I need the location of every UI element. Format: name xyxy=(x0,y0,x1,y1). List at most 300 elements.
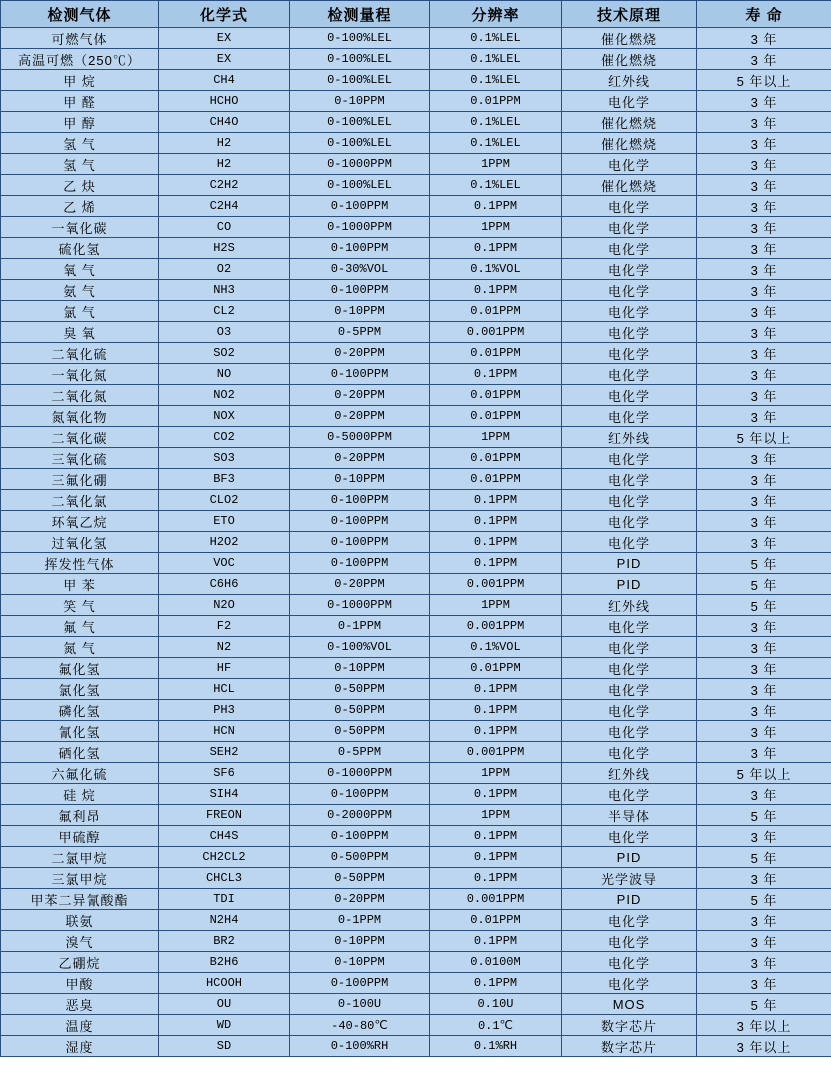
cell-principle: 电化学 xyxy=(562,910,697,931)
cell-range: 0-100PPM xyxy=(290,784,430,805)
cell-gas: 氮氧化物 xyxy=(1,406,159,427)
cell-lifespan: 3 年 xyxy=(697,490,831,511)
cell-principle: 催化燃烧 xyxy=(562,28,697,49)
table-row xyxy=(1,679,831,700)
cell-formula: H2O2 xyxy=(159,532,290,553)
cell-range: 0-50PPM xyxy=(290,721,430,742)
cell-formula: SF6 xyxy=(159,763,290,784)
cell-range: 0-100PPM xyxy=(290,532,430,553)
table-row xyxy=(1,784,831,805)
cell-formula: NOX xyxy=(159,406,290,427)
cell-resolution: 0.0100M xyxy=(430,952,562,973)
cell-gas: 甲 烷 xyxy=(1,70,159,91)
cell-lifespan: 5 年以上 xyxy=(697,70,831,91)
table-row xyxy=(1,847,831,868)
cell-formula: N2H4 xyxy=(159,910,290,931)
cell-resolution: 0.1%VOL xyxy=(430,259,562,280)
cell-range: 0-1000PPM xyxy=(290,217,430,238)
table-row xyxy=(1,595,831,616)
cell-gas: 氮 气 xyxy=(1,637,159,658)
cell-principle: 催化燃烧 xyxy=(562,133,697,154)
cell-resolution: 0.001PPM xyxy=(430,889,562,910)
cell-principle: 电化学 xyxy=(562,217,697,238)
table-row xyxy=(1,301,831,322)
cell-range: 0-20PPM xyxy=(290,889,430,910)
cell-lifespan: 3 年 xyxy=(697,952,831,973)
cell-range: 0-10PPM xyxy=(290,658,430,679)
cell-range: -40-80℃ xyxy=(290,1015,430,1036)
cell-formula: N2 xyxy=(159,637,290,658)
cell-formula: CHCL3 xyxy=(159,868,290,889)
cell-range: 0-100PPM xyxy=(290,490,430,511)
cell-lifespan: 5 年 xyxy=(697,889,831,910)
cell-formula: SD xyxy=(159,1036,290,1057)
cell-range: 0-20PPM xyxy=(290,385,430,406)
cell-formula: H2S xyxy=(159,238,290,259)
cell-range: 0-100%RH xyxy=(290,1036,430,1057)
cell-principle: 催化燃烧 xyxy=(562,175,697,196)
table-row xyxy=(1,112,831,133)
cell-lifespan: 3 年 xyxy=(697,826,831,847)
cell-principle: MOS xyxy=(562,994,697,1015)
column-header-range: 检测量程 xyxy=(290,1,430,28)
cell-principle: 电化学 xyxy=(562,511,697,532)
cell-principle: 电化学 xyxy=(562,826,697,847)
cell-gas: 过氧化氢 xyxy=(1,532,159,553)
cell-formula: O2 xyxy=(159,259,290,280)
table-row xyxy=(1,259,831,280)
table-row xyxy=(1,826,831,847)
cell-range: 0-1000PPM xyxy=(290,154,430,175)
table-row xyxy=(1,490,831,511)
cell-principle: 电化学 xyxy=(562,616,697,637)
table-row xyxy=(1,364,831,385)
column-header-lifespan: 寿 命 xyxy=(697,1,831,28)
cell-gas: 二氧化氮 xyxy=(1,385,159,406)
cell-range: 0-10PPM xyxy=(290,952,430,973)
cell-formula: ETO xyxy=(159,511,290,532)
cell-gas: 恶臭 xyxy=(1,994,159,1015)
cell-range: 0-100PPM xyxy=(290,238,430,259)
cell-formula: BF3 xyxy=(159,469,290,490)
cell-formula: WD xyxy=(159,1015,290,1036)
cell-range: 0-5PPM xyxy=(290,322,430,343)
cell-formula: C2H4 xyxy=(159,196,290,217)
cell-lifespan: 3 年 xyxy=(697,616,831,637)
cell-gas: 环氧乙烷 xyxy=(1,511,159,532)
column-header-formula: 化学式 xyxy=(159,1,290,28)
table-row xyxy=(1,931,831,952)
cell-gas: 氟化氢 xyxy=(1,658,159,679)
cell-gas: 联氨 xyxy=(1,910,159,931)
cell-principle: 电化学 xyxy=(562,973,697,994)
cell-principle: 电化学 xyxy=(562,259,697,280)
cell-range: 0-100%LEL xyxy=(290,112,430,133)
cell-gas: 硫化氢 xyxy=(1,238,159,259)
cell-formula: CH2CL2 xyxy=(159,847,290,868)
cell-formula: HCL xyxy=(159,679,290,700)
cell-lifespan: 3 年 xyxy=(697,511,831,532)
cell-lifespan: 3 年 xyxy=(697,175,831,196)
cell-formula: CO xyxy=(159,217,290,238)
table-row xyxy=(1,175,831,196)
cell-gas: 甲 醛 xyxy=(1,91,159,112)
cell-principle: 半导体 xyxy=(562,805,697,826)
cell-lifespan: 5 年 xyxy=(697,595,831,616)
cell-range: 0-100PPM xyxy=(290,973,430,994)
cell-lifespan: 3 年 xyxy=(697,301,831,322)
cell-range: 0-1000PPM xyxy=(290,595,430,616)
cell-principle: 电化学 xyxy=(562,532,697,553)
cell-range: 0-5PPM xyxy=(290,742,430,763)
cell-resolution: 0.1PPM xyxy=(430,826,562,847)
table-row xyxy=(1,700,831,721)
cell-range: 0-1000PPM xyxy=(290,763,430,784)
cell-gas: 一氧化氮 xyxy=(1,364,159,385)
cell-lifespan: 3 年 xyxy=(697,238,831,259)
cell-formula: CO2 xyxy=(159,427,290,448)
table-body xyxy=(1,28,831,1057)
cell-gas: 一氧化碳 xyxy=(1,217,159,238)
cell-gas: 氢 气 xyxy=(1,154,159,175)
cell-resolution: 1PPM xyxy=(430,154,562,175)
cell-formula: HF xyxy=(159,658,290,679)
cell-range: 0-10PPM xyxy=(290,469,430,490)
cell-formula: C6H6 xyxy=(159,574,290,595)
cell-resolution: 0.1PPM xyxy=(430,679,562,700)
cell-lifespan: 3 年 xyxy=(697,196,831,217)
cell-resolution: 0.001PPM xyxy=(430,742,562,763)
cell-resolution: 0.1%LEL xyxy=(430,133,562,154)
cell-lifespan: 3 年 xyxy=(697,154,831,175)
cell-range: 0-20PPM xyxy=(290,343,430,364)
cell-principle: 电化学 xyxy=(562,637,697,658)
cell-range: 0-50PPM xyxy=(290,868,430,889)
cell-gas: 硒化氢 xyxy=(1,742,159,763)
cell-principle: PID xyxy=(562,553,697,574)
table-row xyxy=(1,973,831,994)
cell-range: 0-100%VOL xyxy=(290,637,430,658)
cell-resolution: 0.1℃ xyxy=(430,1015,562,1036)
cell-resolution: 0.1PPM xyxy=(430,784,562,805)
cell-lifespan: 5 年 xyxy=(697,574,831,595)
cell-range: 0-100PPM xyxy=(290,196,430,217)
cell-resolution: 0.1%RH xyxy=(430,1036,562,1057)
table-row xyxy=(1,994,831,1015)
cell-lifespan: 3 年 xyxy=(697,217,831,238)
cell-gas: 三氯甲烷 xyxy=(1,868,159,889)
cell-formula: VOC xyxy=(159,553,290,574)
cell-gas: 溴气 xyxy=(1,931,159,952)
cell-range: 0-10PPM xyxy=(290,931,430,952)
cell-formula: CH4 xyxy=(159,70,290,91)
cell-range: 0-100%LEL xyxy=(290,28,430,49)
cell-formula: N2O xyxy=(159,595,290,616)
cell-range: 0-20PPM xyxy=(290,406,430,427)
table-row xyxy=(1,574,831,595)
cell-principle: 电化学 xyxy=(562,700,697,721)
cell-resolution: 0.1PPM xyxy=(430,553,562,574)
cell-principle: 电化学 xyxy=(562,385,697,406)
cell-resolution: 0.1%LEL xyxy=(430,28,562,49)
cell-principle: PID xyxy=(562,574,697,595)
cell-resolution: 1PPM xyxy=(430,805,562,826)
table-row xyxy=(1,154,831,175)
cell-range: 0-1PPM xyxy=(290,616,430,637)
cell-gas: 温度 xyxy=(1,1015,159,1036)
cell-gas: 磷化氢 xyxy=(1,700,159,721)
cell-resolution: 0.01PPM xyxy=(430,406,562,427)
cell-principle: 红外线 xyxy=(562,763,697,784)
cell-principle: 催化燃烧 xyxy=(562,49,697,70)
cell-formula: H2 xyxy=(159,133,290,154)
cell-lifespan: 5 年以上 xyxy=(697,763,831,784)
cell-lifespan: 3 年 xyxy=(697,700,831,721)
cell-gas: 硅 烷 xyxy=(1,784,159,805)
table-row xyxy=(1,553,831,574)
cell-principle: 红外线 xyxy=(562,427,697,448)
cell-principle: 电化学 xyxy=(562,238,697,259)
table-row xyxy=(1,70,831,91)
cell-lifespan: 3 年 xyxy=(697,721,831,742)
cell-gas: 可燃气体 xyxy=(1,28,159,49)
cell-formula: BR2 xyxy=(159,931,290,952)
cell-gas: 二氧化碳 xyxy=(1,427,159,448)
table-row xyxy=(1,448,831,469)
cell-formula: CL2 xyxy=(159,301,290,322)
cell-lifespan: 3 年 xyxy=(697,322,831,343)
cell-lifespan: 3 年 xyxy=(697,532,831,553)
cell-gas: 乙 烯 xyxy=(1,196,159,217)
cell-lifespan: 3 年 xyxy=(697,658,831,679)
column-header-gas: 检测气体 xyxy=(1,1,159,28)
cell-gas: 三氟化硼 xyxy=(1,469,159,490)
cell-formula: F2 xyxy=(159,616,290,637)
cell-lifespan: 3 年 xyxy=(697,742,831,763)
table-row xyxy=(1,532,831,553)
cell-resolution: 0.1PPM xyxy=(430,196,562,217)
cell-resolution: 0.01PPM xyxy=(430,469,562,490)
cell-resolution: 0.1PPM xyxy=(430,847,562,868)
table-row xyxy=(1,952,831,973)
cell-principle: PID xyxy=(562,889,697,910)
cell-resolution: 0.1PPM xyxy=(430,238,562,259)
cell-resolution: 0.1%LEL xyxy=(430,112,562,133)
table-row xyxy=(1,238,831,259)
cell-principle: 电化学 xyxy=(562,406,697,427)
cell-gas: 氢 气 xyxy=(1,133,159,154)
cell-gas: 二氯甲烷 xyxy=(1,847,159,868)
cell-principle: 电化学 xyxy=(562,784,697,805)
column-header-resolution: 分辨率 xyxy=(430,1,562,28)
cell-lifespan: 5 年以上 xyxy=(697,427,831,448)
cell-lifespan: 3 年 xyxy=(697,364,831,385)
table-row xyxy=(1,91,831,112)
cell-resolution: 0.1PPM xyxy=(430,931,562,952)
cell-gas: 氧 气 xyxy=(1,259,159,280)
cell-formula: SO2 xyxy=(159,343,290,364)
cell-gas: 臭 氧 xyxy=(1,322,159,343)
cell-resolution: 0.1PPM xyxy=(430,868,562,889)
cell-lifespan: 3 年 xyxy=(697,343,831,364)
column-header-principle: 技术原理 xyxy=(562,1,697,28)
cell-gas: 氯 气 xyxy=(1,301,159,322)
cell-principle: 电化学 xyxy=(562,721,697,742)
table-row xyxy=(1,805,831,826)
cell-resolution: 0.001PPM xyxy=(430,322,562,343)
cell-lifespan: 5 年 xyxy=(697,805,831,826)
cell-resolution: 0.1%LEL xyxy=(430,49,562,70)
cell-range: 0-100PPM xyxy=(290,826,430,847)
cell-gas: 甲 醇 xyxy=(1,112,159,133)
cell-gas: 乙 炔 xyxy=(1,175,159,196)
cell-range: 0-100PPM xyxy=(290,364,430,385)
cell-principle: 电化学 xyxy=(562,742,697,763)
cell-principle: 电化学 xyxy=(562,322,697,343)
cell-principle: 电化学 xyxy=(562,931,697,952)
cell-resolution: 0.1PPM xyxy=(430,280,562,301)
cell-formula: HCOOH xyxy=(159,973,290,994)
cell-principle: 电化学 xyxy=(562,448,697,469)
table-row xyxy=(1,1036,831,1057)
cell-resolution: 0.001PPM xyxy=(430,616,562,637)
cell-formula: FREON xyxy=(159,805,290,826)
cell-gas: 六氟化硫 xyxy=(1,763,159,784)
cell-resolution: 0.1%LEL xyxy=(430,175,562,196)
cell-lifespan: 3 年 xyxy=(697,931,831,952)
cell-range: 0-500PPM xyxy=(290,847,430,868)
cell-lifespan: 3 年 xyxy=(697,49,831,70)
cell-resolution: 0.01PPM xyxy=(430,658,562,679)
cell-formula: SO3 xyxy=(159,448,290,469)
cell-lifespan: 3 年 xyxy=(697,28,831,49)
cell-principle: 电化学 xyxy=(562,490,697,511)
table-row xyxy=(1,133,831,154)
cell-principle: 红外线 xyxy=(562,70,697,91)
table-row xyxy=(1,910,831,931)
cell-resolution: 0.10U xyxy=(430,994,562,1015)
cell-formula: CLO2 xyxy=(159,490,290,511)
cell-resolution: 0.1PPM xyxy=(430,511,562,532)
table-row xyxy=(1,343,831,364)
cell-formula: HCN xyxy=(159,721,290,742)
cell-principle: 电化学 xyxy=(562,196,697,217)
cell-gas: 氰化氢 xyxy=(1,721,159,742)
cell-resolution: 0.01PPM xyxy=(430,343,562,364)
cell-gas: 笑 气 xyxy=(1,595,159,616)
table-row xyxy=(1,511,831,532)
table-row xyxy=(1,721,831,742)
table-row xyxy=(1,280,831,301)
cell-formula: PH3 xyxy=(159,700,290,721)
cell-formula: CH4O xyxy=(159,112,290,133)
table-row xyxy=(1,406,831,427)
cell-resolution: 0.1PPM xyxy=(430,490,562,511)
cell-formula: SEH2 xyxy=(159,742,290,763)
cell-range: 0-100%LEL xyxy=(290,70,430,91)
cell-resolution: 0.1PPM xyxy=(430,532,562,553)
cell-principle: 红外线 xyxy=(562,595,697,616)
cell-resolution: 0.1%VOL xyxy=(430,637,562,658)
cell-range: 0-100PPM xyxy=(290,511,430,532)
cell-principle: 电化学 xyxy=(562,343,697,364)
cell-gas: 二氧化氯 xyxy=(1,490,159,511)
cell-range: 0-2000PPM xyxy=(290,805,430,826)
cell-lifespan: 3 年以上 xyxy=(697,1036,831,1057)
cell-gas: 氯化氢 xyxy=(1,679,159,700)
cell-principle: 电化学 xyxy=(562,301,697,322)
cell-formula: OU xyxy=(159,994,290,1015)
cell-range: 0-1PPM xyxy=(290,910,430,931)
cell-range: 0-100%LEL xyxy=(290,175,430,196)
cell-range: 0-100U xyxy=(290,994,430,1015)
cell-range: 0-10PPM xyxy=(290,91,430,112)
cell-resolution: 0.01PPM xyxy=(430,910,562,931)
table-header xyxy=(1,1,831,28)
table-row xyxy=(1,763,831,784)
table-row xyxy=(1,637,831,658)
cell-gas: 挥发性气体 xyxy=(1,553,159,574)
cell-gas: 三氧化硫 xyxy=(1,448,159,469)
cell-resolution: 1PPM xyxy=(430,763,562,784)
cell-lifespan: 3 年 xyxy=(697,259,831,280)
cell-resolution: 0.01PPM xyxy=(430,301,562,322)
cell-principle: 电化学 xyxy=(562,469,697,490)
cell-formula: CH4S xyxy=(159,826,290,847)
cell-resolution: 0.1PPM xyxy=(430,700,562,721)
cell-range: 0-50PPM xyxy=(290,700,430,721)
cell-principle: 电化学 xyxy=(562,364,697,385)
cell-formula: O3 xyxy=(159,322,290,343)
table-row xyxy=(1,217,831,238)
cell-lifespan: 3 年 xyxy=(697,448,831,469)
cell-formula: TDI xyxy=(159,889,290,910)
cell-gas: 氨 气 xyxy=(1,280,159,301)
cell-range: 0-20PPM xyxy=(290,574,430,595)
cell-resolution: 1PPM xyxy=(430,217,562,238)
cell-resolution: 0.1PPM xyxy=(430,973,562,994)
cell-lifespan: 5 年 xyxy=(697,553,831,574)
cell-principle: 电化学 xyxy=(562,154,697,175)
table-row xyxy=(1,196,831,217)
table-header-row xyxy=(1,1,831,28)
cell-formula: NO xyxy=(159,364,290,385)
cell-principle: 数字芯片 xyxy=(562,1036,697,1057)
cell-lifespan: 3 年 xyxy=(697,637,831,658)
cell-lifespan: 3 年 xyxy=(697,133,831,154)
table-row xyxy=(1,868,831,889)
cell-lifespan: 3 年 xyxy=(697,679,831,700)
cell-lifespan: 3 年 xyxy=(697,280,831,301)
cell-resolution: 0.01PPM xyxy=(430,448,562,469)
cell-range: 0-20PPM xyxy=(290,448,430,469)
cell-principle: 电化学 xyxy=(562,658,697,679)
cell-range: 0-5000PPM xyxy=(290,427,430,448)
cell-formula: EX xyxy=(159,28,290,49)
cell-resolution: 0.1%LEL xyxy=(430,70,562,91)
cell-formula: NH3 xyxy=(159,280,290,301)
cell-gas: 高温可燃（250℃） xyxy=(1,49,159,70)
cell-resolution: 0.1PPM xyxy=(430,364,562,385)
table-row xyxy=(1,28,831,49)
cell-range: 0-100%LEL xyxy=(290,133,430,154)
cell-formula: C2H2 xyxy=(159,175,290,196)
table-row xyxy=(1,322,831,343)
cell-formula: H2 xyxy=(159,154,290,175)
cell-principle: 催化燃烧 xyxy=(562,112,697,133)
table-row xyxy=(1,49,831,70)
cell-resolution: 0.01PPM xyxy=(430,91,562,112)
